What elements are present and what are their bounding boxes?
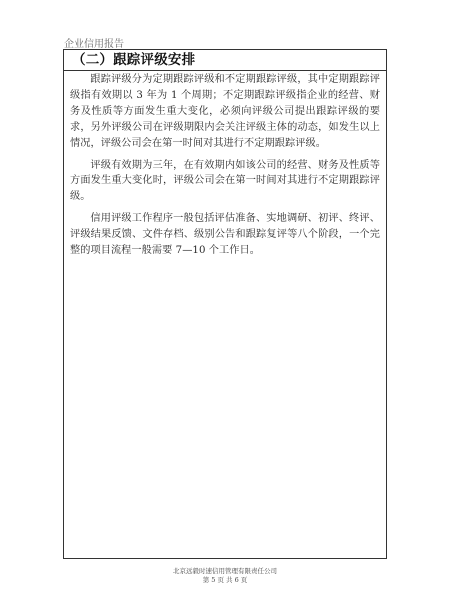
section-body bbox=[70, 72, 380, 265]
page-footer bbox=[0, 567, 450, 585]
title-divider bbox=[64, 70, 386, 71]
footer-company: 北京远毅时速信用管理有限责任公司 bbox=[173, 567, 277, 575]
paragraph-rating-procedure: 信用评级工作程序一般包括评估准备、实地调研、初评、终评、评级结果反馈、文件存档、级别公告和跟踪复评等八个阶段，一个完整的项目流程一般需要 7—10 个工作日。 bbox=[70, 213, 380, 257]
content-box bbox=[63, 49, 387, 559]
report-header: 企业信用报告 bbox=[64, 39, 124, 50]
paragraph-tracking-types: 跟踪评级分为定期跟踪评级和不定期跟踪评级，其中定期跟踪评级指有效期以 3 年为 1 个周期；不定期跟踪评级指企业的经营、财务及性质等方面发生重大变化，必须向评级公司提出跟踪评级的要求，另外评级公司在评级期限内会关注评级主体的动态，如发生以上情况，评级公司会在第一时间对其进行不定期跟踪评级。 bbox=[70, 74, 380, 149]
section-title: （二）跟踪评级安排 bbox=[72, 52, 196, 68]
footer-page-number: 第 5 页 共 6 页 bbox=[202, 576, 248, 584]
paragraph-validity-period: 评级有效期为三年，在有效期内如该公司的经营、财务及性质等方面发生重大变化时，评级公司会在第一时间对其进行不定期跟踪评级。 bbox=[70, 159, 380, 203]
